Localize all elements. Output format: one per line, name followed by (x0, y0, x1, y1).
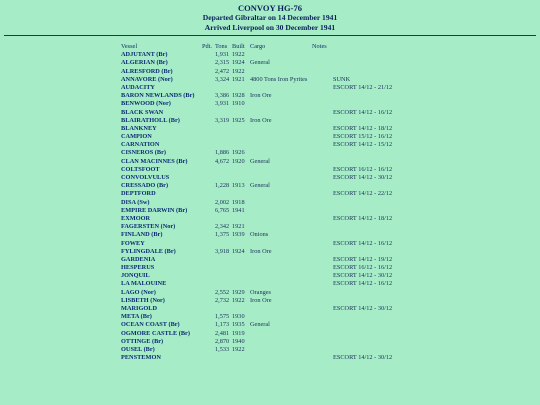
notes-cell: ESCORT 14/12 - 30/12 (333, 354, 393, 362)
column-header-tons: Tons (215, 43, 228, 50)
built-cell: 1924 (232, 247, 245, 255)
notes-cell: ESCORT 14/12 - 21/12 (333, 83, 393, 91)
built-cell: 1922 (232, 67, 245, 75)
table-row (0, 174, 540, 182)
table-row (0, 59, 540, 67)
table-row (0, 84, 540, 92)
vessel-name-link[interactable]: META (Br) (121, 313, 152, 321)
table-row (0, 76, 540, 84)
vessel-name-link[interactable]: OUSEL (Br) (121, 345, 155, 353)
vessel-name-link[interactable]: OCEAN COAST (Br) (121, 321, 180, 329)
header-divider (4, 35, 536, 36)
built-cell: 1918 (232, 198, 245, 206)
column-header-vessel: Vessel (121, 43, 138, 50)
built-cell: 1921 (232, 223, 245, 231)
table-row (0, 264, 540, 272)
built-cell: 1941 (232, 206, 245, 214)
vessel-name-link[interactable]: ALRESFORD (Br) (121, 67, 173, 75)
built-cell: 1929 (232, 288, 245, 296)
built-cell: 1922 (232, 345, 245, 353)
tons-cell: 2,472 (215, 67, 230, 75)
tons-cell: 2,481 (215, 329, 230, 337)
table-row (0, 321, 540, 329)
built-cell: 1928 (232, 92, 245, 100)
vessel-name-link[interactable]: CONVOLVULUS (121, 174, 170, 181)
table-row (0, 297, 540, 305)
vessel-name-link[interactable]: MARIGOLD (121, 305, 158, 312)
built-cell: 1935 (232, 321, 245, 329)
built-cell: 1922 (232, 51, 245, 59)
tons-cell: 1,886 (215, 149, 230, 157)
table-row (0, 199, 540, 207)
cargo-cell: General (250, 157, 270, 165)
table-row (0, 313, 540, 321)
table-row (0, 190, 540, 198)
table-row (0, 272, 540, 280)
built-cell: 1940 (232, 337, 245, 345)
table-row (0, 256, 540, 264)
table-row (0, 280, 540, 288)
cargo-cell: General (250, 321, 270, 329)
vessel-name-link[interactable]: BLAIRATHOLL (Br) (121, 116, 180, 124)
tons-cell: 1,575 (215, 313, 230, 321)
built-cell: 1922 (232, 296, 245, 304)
table-row (0, 182, 540, 190)
table-row (0, 141, 540, 149)
tons-cell: 3,324 (215, 75, 230, 83)
notes-cell: ESCORT 14/12 - 30/12 (333, 272, 393, 280)
vessel-name-link[interactable]: JONQUIL (121, 272, 150, 280)
cargo-cell: General (250, 59, 270, 67)
vessel-name-link[interactable]: CISNEROS (Br) (121, 149, 166, 157)
tons-cell: 4,672 (215, 157, 230, 165)
notes-cell: ESCORT 16/12 - 16/12 (333, 165, 393, 173)
built-cell: 1939 (232, 231, 245, 239)
table-row (0, 125, 540, 133)
vessel-name-link[interactable]: ADJUTANT (Br) (121, 51, 168, 59)
vessel-name-link[interactable]: BLACK SWAN (121, 108, 164, 116)
tons-cell: 3,386 (215, 92, 230, 100)
notes-cell: ESCORT 14/12 - 19/12 (333, 255, 393, 263)
tons-cell: 2,342 (215, 223, 230, 231)
vessel-name-link[interactable]: PENSTEMON (121, 354, 161, 362)
notes-cell: ESCORT 14/12 - 15/12 (333, 141, 393, 149)
cargo-cell: Iron Ore (250, 92, 272, 100)
table-row (0, 240, 540, 248)
table-row (0, 100, 540, 108)
table-row (0, 207, 540, 215)
notes-cell: ESCORT 14/12 - 16/12 (333, 239, 393, 247)
built-cell: 1925 (232, 116, 245, 124)
vessel-name-link[interactable]: LISBETH (Nor) (121, 296, 165, 304)
table-row (0, 51, 540, 59)
vessel-name-link[interactable]: BENWOOD (Nor) (121, 100, 171, 108)
arrival-line: Arrived Liverpool on 30 December 1941 (204, 22, 336, 32)
notes-cell: ESCORT 14/12 - 22/12 (333, 190, 393, 198)
tons-cell: 1,533 (215, 345, 230, 353)
table-row (0, 354, 540, 362)
vessel-name-link[interactable]: BARON NEWLANDS (Br) (121, 92, 195, 100)
vessel-name-link[interactable]: FAGERSTEN (Nor) (121, 223, 176, 231)
vessel-name-link[interactable]: FINLAND (Br) (121, 231, 163, 239)
tons-cell: 2,732 (215, 296, 230, 304)
notes-cell: ESCORT 16/12 - 16/12 (333, 264, 393, 272)
column-header-built: Built (232, 43, 245, 50)
column-header-notes: Notes (312, 43, 327, 50)
table-row (0, 166, 540, 174)
table-row (0, 149, 540, 157)
notes-cell: ESCORT 14/12 - 18/12 (333, 214, 393, 222)
tons-cell: 1,375 (215, 231, 230, 239)
tons-cell: 1,228 (215, 182, 230, 190)
cargo-cell: Iron Ore (250, 247, 272, 255)
tons-cell: 1,931 (215, 51, 230, 59)
built-cell: 1910 (232, 100, 245, 108)
vessel-name-link[interactable]: EMPIRE DARWIN (Br) (121, 206, 188, 214)
built-cell: 1920 (232, 157, 245, 165)
vessel-name-link[interactable]: CLAN MACINNES (Br) (121, 157, 188, 165)
column-header-pdt: Pdt. (202, 43, 212, 50)
tons-cell: 2,552 (215, 288, 230, 296)
vessel-name-link[interactable]: CRESSADO (Br) (121, 182, 169, 190)
vessel-name-link[interactable]: GARDENIA (121, 255, 156, 263)
vessel-name-link[interactable]: OGMORE CASTLE (Br) (121, 329, 190, 337)
table-row (0, 68, 540, 76)
notes-cell: ESCORT 14/12 - 16/12 (333, 108, 393, 116)
built-cell: 1921 (232, 75, 245, 83)
vessel-name-link[interactable]: COLTSFOOT (121, 165, 160, 173)
tons-cell: 6,765 (215, 206, 230, 214)
table-row (0, 215, 540, 223)
vessel-name-link[interactable]: HESPERUS (121, 264, 155, 272)
tons-cell: 3,319 (215, 116, 230, 124)
cargo-cell: Iron Ore (250, 116, 272, 124)
built-cell: 1919 (232, 329, 245, 337)
built-cell: 1913 (232, 182, 245, 190)
notes-cell: ESCORT 14/12 - 16/12 (333, 280, 393, 288)
table-row (0, 158, 540, 166)
built-cell: 1924 (232, 59, 245, 67)
vessel-name-link[interactable]: ANNAVORE (Nor) (121, 75, 173, 83)
notes-cell: ESCORT 14/12 - 18/12 (333, 124, 393, 132)
table-body (0, 51, 540, 362)
page-header (0, 3, 540, 32)
vessel-name-link[interactable]: AUDACITY (121, 83, 155, 91)
vessel-name-link[interactable]: CARNATION (121, 141, 160, 149)
vessel-name-link[interactable]: BLANKNEY (121, 124, 157, 132)
cargo-cell: Onions (250, 231, 269, 239)
vessel-name-link[interactable]: FOWEY (121, 239, 145, 247)
table-row (0, 133, 540, 141)
notes-cell: ESCORT 14/12 - 30/12 (333, 174, 393, 181)
table-header-row (0, 43, 540, 51)
column-header-cargo: Cargo (250, 43, 266, 50)
departure-line: Departed Gibraltar on 14 December 1941 (202, 13, 338, 22)
vessel-name-link[interactable]: EXMOOR (121, 214, 151, 222)
vessel-name-link[interactable]: ALGERIAN (Br) (121, 59, 168, 67)
notes-cell: ESCORT 15/12 - 16/12 (333, 133, 393, 141)
tons-cell: 1,173 (215, 321, 230, 329)
vessel-name-link[interactable]: LA MALOUINE (121, 280, 167, 288)
notes-cell: SUNK (333, 75, 351, 83)
table-row (0, 338, 540, 346)
vessel-name-link[interactable]: OTTINGE (Br) (121, 337, 164, 345)
cargo-cell: 4800 Tons Iron Pyrites (250, 75, 308, 83)
notes-cell: ESCORT 14/12 - 30/12 (333, 305, 393, 312)
table-row (0, 305, 540, 313)
page-title: CONVOY HG-76 (238, 3, 302, 13)
table-row (0, 92, 540, 100)
tons-cell: 2,002 (215, 198, 230, 206)
cargo-cell: Iron Ore (250, 296, 272, 304)
tons-cell: 2,870 (215, 337, 230, 345)
vessel-name-link[interactable]: LAGO (Nor) (121, 288, 156, 296)
cargo-cell: General (250, 182, 270, 190)
vessel-name-link[interactable]: DISA (Sw) (121, 198, 150, 206)
convoy-table (0, 43, 540, 362)
tons-cell: 3,931 (215, 100, 230, 108)
table-row (0, 330, 540, 338)
tons-cell: 3,918 (215, 247, 230, 255)
table-row (0, 289, 540, 297)
table-row (0, 223, 540, 231)
table-row (0, 117, 540, 125)
vessel-name-link[interactable]: CAMPION (121, 133, 152, 141)
table-row (0, 109, 540, 117)
table-row (0, 346, 540, 354)
tons-cell: 2,315 (215, 59, 230, 67)
cargo-cell: Oranges (250, 288, 271, 296)
built-cell: 1930 (232, 313, 245, 321)
table-row (0, 248, 540, 256)
built-cell: 1926 (232, 149, 245, 157)
vessel-name-link[interactable]: FYLINGDALE (Br) (121, 247, 176, 255)
table-row (0, 231, 540, 239)
vessel-name-link[interactable]: DEPTFORD (121, 190, 156, 198)
